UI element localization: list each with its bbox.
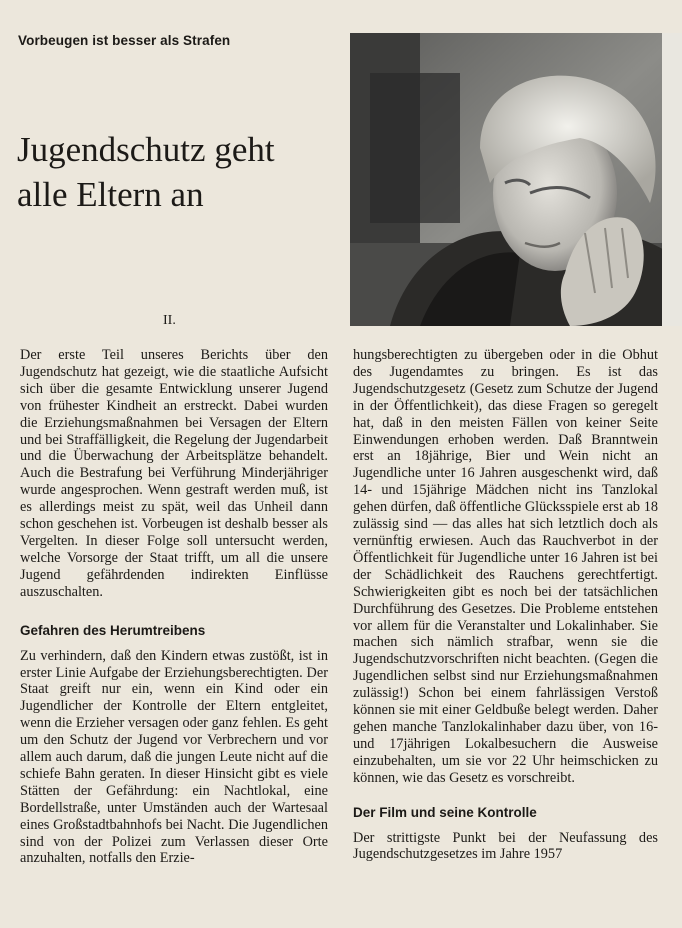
headline-line-2: alle Eltern an (17, 175, 204, 214)
headline (17, 127, 347, 217)
film-paragraph: Der strittigste Punkt bei der Neufassung des Jugendschutzgesetzes im Jahre 1957 (353, 829, 658, 863)
boy-photo (350, 33, 682, 326)
kicker: Vorbeugen ist besser als Strafen (18, 33, 231, 48)
right-column (353, 347, 658, 863)
part-number: II. (163, 313, 176, 328)
headline-line-1: Jugendschutz geht (17, 130, 275, 169)
section-heading-film: Der Film und seine Kontrolle (353, 804, 537, 820)
intro-paragraph: Der erste Teil unseres Berichts über den Jugendschutz hat gezeigt, wie die staatliche Aufsicht sich über die gesamte Entwicklung unserer Jugend von frühester Kindheit an erstreckt. Dabei wurden die Erziehungsmaßnahmen bei Versagen der Eltern und bei Straffälligkeit, die Regelung der Jugendarbeit und die Überwachung der Arbeitsplätze behandelt. Auch die Bestrafung bei Verführung Minderjähriger wurde angesprochen. Wenn gestraft werden muß, ist es allerdings meist zu spät, weil das Unheil dann schon geschehen ist. Vorbeugen ist deshalb besser als Vergelten. In dieser Folge soll untersucht werden, welche Vorsorge der Staat trifft, um all die unsere Jugend gefährdenden indirekten Einflüsse auszuschalten. (20, 347, 328, 600)
continued-paragraph: hungsberechtigten zu übergeben oder in die Obhut des Jugendamtes zu bringen. Es ist das Jugendschutzgesetz (Gesetz zum Schutze der Jugend in der Öffentlichkeit), das diese Fragen so geregelt hat, daß in den meisten Fällen von keiner Seite Einwendungen erhoben werden. Daß Branntwein erst an 18jährige, Bier und Wein nicht an Jugendliche unter 16 Jahren ausgeschenkt wird, daß 14- und 15jährige Mädchen nicht ins Tanzlokal gehen dürfen, daß öffentliche Glücksspiele erst ab 18 zulässig sind — das alles hat sich letztlich doch als vernünftig erwiesen. Auch das Rauchverbot in der Öffentlichkeit für Jugendliche unter 16 Jahren ist bei der Schädlichkeit des Rauchens gerechtfertigt. Schwierigkeiten gibt es noch bei der tatsächlichen Durchführung des Gesetzes. Die Probleme entstehen vor allem für die Veranstalter und Lokalinhaber. Sie machen sich nämlich strafbar, wenn sie die Jugendschutzvorschriften nicht beachten. (Gegen die Jugendlichen selbst sind nur Erziehungsmaßnahmen zulässig!) Schon bei einem fahrlässigen Verstoß können sie mit einer Geldbuße belegt werden. Daher gehen manche Tanzlokalinhaber dazu über, von 16- und 17jährigen Lokalbesuchern die Ausweise einzubehalten, um sie vor 22 Uhr heimschicken zu können, wie das Gesetz es vorschreibt. (353, 347, 658, 786)
gefahren-paragraph: Zu verhindern, daß den Kindern etwas zustößt, ist in erster Linie Aufgabe der Erziehungsberechtigten. Der Staat greift nur ein, wenn ein Kind oder ein Jugendlicher der Kontrolle der Eltern entgleitet, wenn die Erzieher versagen oder ganz fehlen. Es geht um den Schutz der Jugend vor Verbrechern und vor allem auch darum, daß die jungen Leute nicht auf die schiefe Bahn geraten. In dieser Hinsicht gibt es viele Stätten der Gefährdung: ein Nachtlokal, eine Bordellstraße, unter Umständen auch der Wartesaal eines Großstadtbahnhofs bei Nacht. Die Jugendlichen sind von der Polizei zum Verlassen dieser Orte anzuhalten, notfalls den Erzie- (20, 647, 328, 867)
left-column (20, 347, 328, 867)
section-heading-gefahren: Gefahren des Herumtreibens (20, 622, 206, 638)
